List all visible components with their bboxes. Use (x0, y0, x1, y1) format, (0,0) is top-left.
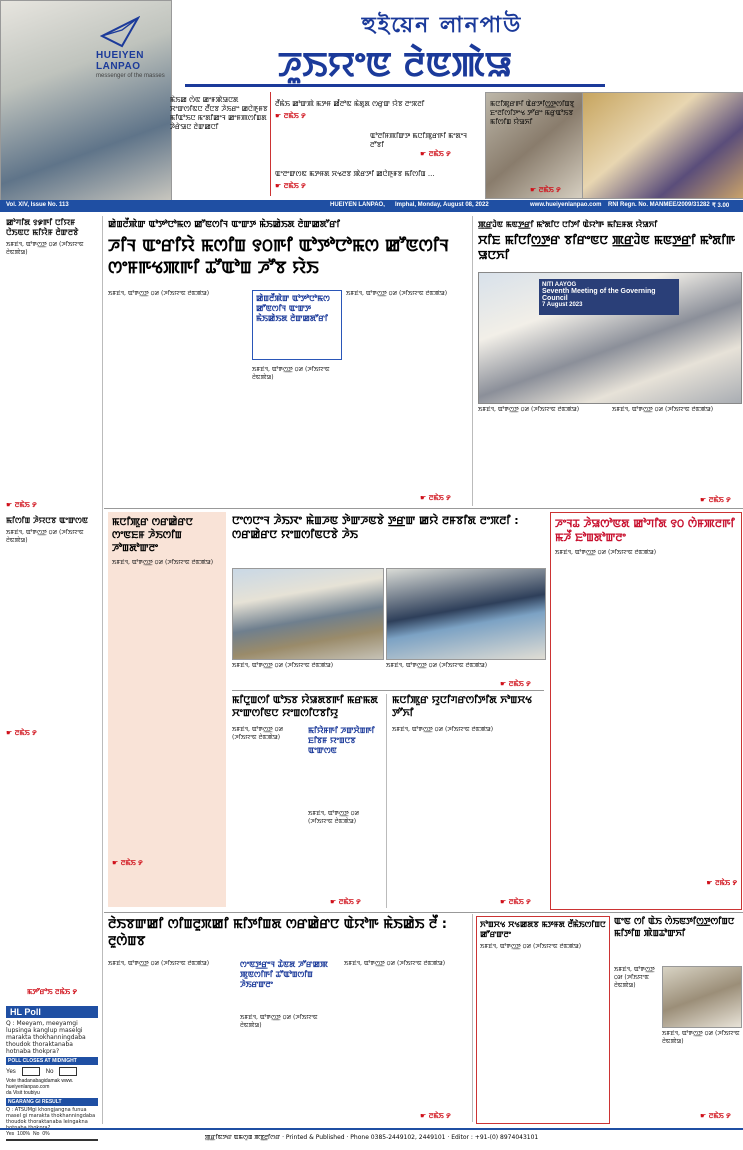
lead-headline[interactable]: ꯍꯤꯜ ꯑꯦꯔꯤꯌꯥ ꯃꯁꯤꯡ ꯱꯰ꯒꯤ ꯑꯣꯇꯣꯅꯣꯃꯁ ꯀꯧꯟꯁꯤꯜ ꯁꯦꯝꯒꯠꯄꯒꯤ ꯊꯧꯑꯣꯡ ꯍꯧꯕ ꯌꯥꯏ (108, 236, 449, 278)
right-photo-sign-3: 7 August 2023 (542, 302, 583, 308)
poll-no-box[interactable] (59, 1067, 77, 1076)
issue-paper: HUEIYEN LANPAO, (330, 202, 385, 208)
masthead-title-glyphs (185, 36, 605, 88)
result-title: NGARANG GI RESULT (6, 1098, 98, 1106)
truck-headline[interactable]: ꯅꯦꯁꯅꯦꯜ ꯍꯥꯏꯋꯦ ꯃꯥꯡꯍꯟ ꯇꯥꯛꯍꯟꯕꯥ ꯇ꯭ꯔꯛ ꯀꯌꯥ ꯂꯝꯕꯤꯗ ꯂꯦꯞꯂꯤ : ꯁꯔꯀꯥꯔꯅ ꯌꯦꯡꯁꯤꯟꯅꯕꯥ ꯍꯥꯏ (232, 514, 519, 541)
lead-page[interactable]: ☛ ꯂꯃꯥꯏ ꯸ (420, 494, 451, 502)
teaser-center-1[interactable]: ꯂꯩꯃꯥꯏ ꯀꯣꯛꯄꯥ ꯃꯇꯝ ꯀꯪꯂꯣꯟ ꯃꯥꯗꯨꯗ ꯁꯔꯨꯛ ꯌꯥꯕ ꯂꯦꯞꯂꯤ (275, 100, 425, 108)
poll-vote-line-2[interactable]: hueiyenlanpao.com (6, 1084, 50, 1090)
right-body-col-2: ꯏꯝꯐꯥꯜ, ꯑꯣꯒꯁ꯭ꯇ ꯰꯷ (ꯍꯤꯏꯌꯦꯟ ꯂꯥꯟꯄꯥꯎ) (612, 406, 714, 413)
left-col-headline-1[interactable]: ꯀꯣꯚꯤꯗ ꯱꯹ꯒꯤ ꯅꯤꯌꯝ ꯅꯥꯏꯟꯅ ꯃꯤꯌꯥꯝ ꯂꯥꯛꯂꯕꯥ (6, 218, 79, 237)
right-photo-sign-2: Seventh Meeting of the Governing Council (542, 288, 656, 302)
column-rule-3 (386, 694, 387, 908)
logo-icon (100, 16, 140, 48)
mid-left-sub[interactable]: ꯃꯤꯌꯥꯝꯒꯤ ꯍꯛꯆꯥꯡꯒꯤ ꯐꯤꯕꯝ ꯌꯦꯡꯅꯕ ꯑꯦꯛꯁꯟ (308, 726, 375, 755)
poll-title: HL Poll (6, 1006, 98, 1018)
mid-right-story (392, 694, 544, 720)
bottom-body-1: ꯏꯝꯐꯥꯜ, ꯑꯣꯒꯁ꯭ꯇ ꯰꯷ (ꯍꯤꯏꯌꯦꯟ ꯂꯥꯟꯄꯥꯎ) (108, 960, 210, 967)
result-yes-pct: 100% (17, 1131, 30, 1137)
poll-vote-line-3: da Visit toubiyu (6, 1090, 40, 1096)
teaser-center-3-page[interactable]: ☛ ꯂꯃꯥꯏ ꯸ (275, 182, 306, 190)
right-body-col-1: ꯏꯝꯐꯥꯜ, ꯑꯣꯒꯁ꯭ꯇ ꯰꯷ (ꯍꯤꯏꯌꯦꯟ ꯂꯥꯟꯄꯥꯎ) (478, 406, 580, 413)
lead-body-col-1: ꯏꯝꯐꯥꯜ, ꯑꯣꯒꯁ꯭ꯇ ꯰꯷ (ꯍꯤꯏꯌꯦꯟ ꯂꯥꯟꯄꯥꯎ) (108, 290, 210, 297)
lead-body-col-3: ꯏꯝꯐꯥꯜ, ꯑꯣꯒꯁ꯭ꯇ ꯰꯷ (ꯍꯤꯏꯌꯦꯟ ꯂꯥꯟꯄꯥꯎ) (346, 290, 448, 297)
right-photo (478, 272, 742, 404)
ad-strip-text[interactable]: ꯃꯇꯧꯔꯣꯏ ꯂꯃꯥꯏ ꯸ (27, 988, 77, 996)
teaser-center-1-page[interactable]: ☛ ꯂꯃꯥꯏ ꯸ (275, 112, 306, 120)
lead-inset-text[interactable]: ꯀꯥꯡꯂꯩꯄꯥꯛ ꯑꯣꯇꯣꯅꯣꯃꯁ ꯀꯧꯟꯁꯤꯜ ꯑꯦꯛꯇ ꯃꯥꯏꯀꯥꯏꯗ ꯂꯥꯛꯀꯗꯧꯔꯤ (256, 294, 330, 323)
bottom-inset (240, 960, 340, 1010)
mid-right-headline[interactable]: ꯃꯅꯤꯄꯨꯔ ꯌꯨꯅꯤꯚꯔꯁꯤꯇꯤꯗ ꯈꯣꯡꯆꯠ ꯇꯧꯈꯤ (392, 695, 532, 719)
mid-right-page[interactable]: ☛ ꯂꯃꯥꯏ ꯸ (500, 898, 531, 906)
red-box-body: ꯏꯝꯐꯥꯜ, ꯑꯣꯒꯁ꯭ꯇ ꯰꯷ (ꯍꯤꯏꯌꯦꯟ ꯂꯥꯟꯄꯥꯎ) (555, 549, 657, 556)
bottom-page[interactable]: ☛ ꯂꯃꯥꯏ ꯸ (420, 1112, 451, 1120)
pink-body: ꯏꯝꯐꯥꯜ, ꯑꯣꯒꯁ꯭ꯇ ꯰꯷ (ꯍꯤꯏꯌꯦꯟ ꯂꯥꯟꯄꯥꯎ) (112, 559, 214, 566)
footer-text: ꯄ꯭ꯔꯤꯟꯇꯔ ꯑꯃꯁꯨꯡ ꯄꯕ꯭ꯂꯤꯁꯔ · Printed & Published · Phone 0385-2449102, 2449101 · Editor : +91-(0) 8974043101 (204, 1134, 539, 1141)
issue-price: ₹ 3.00 (712, 203, 730, 209)
pink-headline[interactable]: ꯃꯅꯤꯄꯨꯔ ꯁꯔꯀꯥꯔꯅ ꯁꯦꯟꯐꯝ ꯍꯥꯏꯁꯤꯡ ꯍꯣꯡꯗꯣꯛꯂꯦ (112, 517, 193, 554)
issue-vol: Vol. XIV, Issue No. 113 (6, 202, 69, 208)
truck-photo-1 (232, 568, 384, 660)
teaser-center-3[interactable]: ꯑꯦꯂꯦꯛꯁꯟ ꯃꯇꯝꯗ ꯆꯠꯂꯕ ꯄꯥꯔꯇꯤ ꯀꯅꯥꯒꯨꯝꯕ ꯃꯤꯁꯤꯡ ... (275, 170, 435, 178)
mid-left-page[interactable]: ☛ ꯂꯃꯥꯏ ꯸ (330, 898, 361, 906)
column-rule-4 (472, 914, 473, 1122)
bottom-body-2: ꯏꯝꯐꯥꯜ, ꯑꯣꯒꯁ꯭ꯇ ꯰꯷ (ꯍꯤꯏꯌꯦꯟ ꯂꯥꯟꯄꯥꯎ) (240, 1014, 318, 1029)
right-photo-banner (539, 279, 679, 315)
result-no-pct: 0% (42, 1131, 50, 1137)
poll-vote-line-1: Vote thadanabagidamak www. (6, 1078, 74, 1084)
footer (0, 1128, 743, 1146)
issue-strip (0, 200, 743, 212)
bottom-sub[interactable]: ꯁꯦꯟꯇ꯭ꯔꯦꯜ ꯊꯥꯟꯗ ꯍꯧꯔꯀꯄ ꯄꯨꯟꯁꯤꯒꯤ ꯊꯧꯑꯣꯡꯁꯤꯡ ꯍꯥꯏꯔꯛꯂꯦ (240, 960, 328, 989)
left-col-body-1: ꯏꯝꯐꯥꯜ, ꯑꯣꯒꯁ꯭ꯇ ꯰꯷ (ꯍꯤꯏꯌꯦꯟ ꯂꯥꯟꯄꯥꯎ) (6, 241, 84, 256)
lead-body-col-2: ꯏꯝꯐꯥꯜ, ꯑꯣꯒꯁ꯭ꯇ ꯰꯷ (ꯍꯤꯏꯌꯦꯟ ꯂꯥꯟꯄꯥꯎ) (252, 366, 330, 381)
masthead-title-text: ꯍꯨꯏꯌꯦꯟ ꯂꯥꯟꯄꯥꯎ (277, 45, 513, 85)
issue-url[interactable]: www.hueiyenlanpao.com (530, 202, 602, 208)
pink-page[interactable]: ☛ ꯂꯃꯥꯏ ꯸ (112, 859, 143, 867)
bottom-right-headline[interactable]: ꯑꯦꯟ ꯁꯤ ꯑꯥꯏ ꯁꯥꯏꯟꯇꯤꯁ꯭ꯇꯁꯤꯡꯅ ꯃꯤꯇꯤꯡ ꯄꯥꯡꯊꯣꯛꯈꯤ (614, 917, 735, 939)
bottom-right-story (614, 916, 742, 940)
poll-yes-box[interactable] (22, 1067, 40, 1076)
poll-no-label: No (45, 1068, 54, 1075)
right-story (478, 220, 740, 263)
column-rule-1 (102, 216, 103, 1124)
truck-story (232, 514, 544, 542)
teaser-right-page[interactable]: ☛ ꯂꯃꯥꯏ ꯸ (530, 186, 561, 194)
right-photo-sign-1: NITI AAYOG (542, 282, 577, 288)
mid-left-body-2: ꯏꯝꯐꯥꯜ, ꯑꯣꯒꯁ꯭ꯇ ꯰꯷ (ꯍꯤꯏꯌꯦꯟ ꯂꯥꯟꯄꯥꯎ) (308, 810, 360, 825)
left-col-headline-2[interactable]: ꯃꯤꯁꯤꯡ ꯍꯥꯌꯅꯕ ꯑꯦꯛꯁꯟ (6, 516, 88, 525)
result-no-label: No (32, 1131, 40, 1137)
poll-question: Q : Meeyam, meeyamgi lupsinga kanglup maselgi marakta thokhanningdaba thoudok thoraktanaba hotnaba thokpra? (6, 1020, 86, 1055)
truck-body-1: ꯏꯝꯐꯥꯜ, ꯑꯣꯒꯁ꯭ꯇ ꯰꯷ (ꯍꯤꯏꯌꯦꯟ ꯂꯥꯟꯄꯥꯎ) (232, 662, 334, 669)
bottom-right-body-1: ꯏꯝꯐꯥꯜ, ꯑꯣꯒꯁ꯭ꯇ ꯰꯷ (ꯍꯤꯏꯌꯦꯟ ꯂꯥꯟꯄꯥꯎ) (614, 966, 655, 989)
teaser-center-2-page[interactable]: ☛ ꯂꯃꯥꯏ ꯸ (420, 150, 451, 158)
mid-left-story (232, 694, 382, 720)
left-column (6, 218, 98, 738)
truck-page[interactable]: ☛ ꯂꯃꯥꯏ ꯸ (500, 680, 531, 688)
lead-inset (252, 290, 342, 360)
teaser-right[interactable]: ꯃꯅꯤꯄꯨꯔꯒꯤ ꯑꯥꯔꯇꯤꯁ꯭ꯇꯁꯤꯡꯕꯨ ꯐꯦꯂꯤꯁꯤꯇꯦꯠ ꯇꯧꯔꯦ ꯃꯔꯨꯑꯣꯏꯕ ꯃꯤꯁꯤꯡ ꯌꯥꯎꯈꯤ (490, 100, 575, 126)
mid-left-body: ꯏꯝꯐꯥꯜ, ꯑꯣꯒꯁ꯭ꯇ ꯰꯷ (ꯍꯤꯏꯌꯦꯟ ꯂꯥꯟꯄꯥꯎ) (232, 726, 284, 741)
mid-right-body: ꯏꯝꯐꯥꯜ, ꯑꯣꯒꯁ꯭ꯇ ꯰꯷ (ꯍꯤꯏꯌꯦꯟ ꯂꯥꯟꯄꯥꯎ) (392, 726, 494, 733)
right-kicker[interactable]: ꯄ꯭ꯔꯙꯥꯟ ꯃꯟꯇ꯭ꯔꯤ ꯃꯣꯗꯤꯅ ꯅꯤꯇꯤ ꯑꯥꯌꯣꯒ ꯃꯤꯐꯝꯗ ꯌꯥꯎꯈꯤ (478, 220, 658, 229)
poll-closes: POLL CLOSES AT MIDNIGHT (6, 1057, 98, 1065)
bottom-headline[interactable]: ꯂꯥꯏꯕꯛꯀꯤ ꯁꯤꯡꯂꯨꯞꯀꯤ ꯃꯤꯇꯤꯡꯗ ꯁꯔꯀꯥꯔꯅ ꯑꯥꯌꯣꯒ ꯃꯥꯏꯀꯥꯏ ꯂꯩ : ꯂꯨꯁꯥꯡꯕ (108, 917, 447, 949)
red-box (550, 512, 742, 910)
masthead-photo-left (0, 0, 172, 202)
result-yes-label: Yes (6, 1131, 15, 1137)
masthead-photo-right (582, 92, 743, 199)
brand-tagline: messenger of the masses (96, 73, 165, 79)
teaser-left[interactable]: ꯃꯥꯏꯀ ꯁꯥꯟ ꯀꯦꯝꯄꯥꯎꯅꯗ ꯆꯦꯛꯁꯤꯟꯅ ꯂꯩꯅꯕ ꯍꯥꯏꯔꯦ ꯀꯅꯥꯒꯨꯝꯕ ꯃꯤꯑꯣꯏꯅ ꯃꯦꯗꯤꯀꯦꯜ ꯀꯦꯝꯄꯁꯤꯡꯗ ꯍꯥꯔꯥꯎꯅ ꯂꯥꯛꯀꯅꯤ (170, 96, 268, 131)
teaser-divider (270, 92, 271, 196)
left-col-body-2: ꯏꯝꯐꯥꯜ, ꯑꯣꯒꯁ꯭ꯇ ꯰꯷ (ꯍꯤꯏꯌꯦꯟ ꯂꯥꯟꯄꯥꯎ) (6, 529, 84, 544)
masthead-title-meetei (185, 36, 605, 88)
brand-name: HUEIYEN LANPAO (96, 50, 144, 72)
issue-rni: RNI Regn. No. MANMEE/2009/31282 (608, 202, 710, 208)
pink-box (108, 512, 226, 907)
poll-vote-note (6, 1078, 98, 1096)
row-rule-1 (104, 508, 743, 509)
lead-story (108, 220, 468, 279)
left-col-page-1[interactable]: ☛ ꯂꯃꯥꯏ ꯸ (6, 501, 37, 509)
second-bottom-body: ꯏꯝꯐꯥꯜ, ꯑꯣꯒꯁ꯭ꯇ ꯰꯷ (ꯍꯤꯏꯌꯦꯟ ꯂꯥꯟꯄꯥꯎ) (480, 943, 582, 950)
bottom-right-page[interactable]: ☛ ꯂꯃꯥꯏ ꯸ (700, 1112, 731, 1120)
bottom-body-3: ꯏꯝꯐꯥꯜ, ꯑꯣꯒꯁ꯭ꯇ ꯰꯷ (ꯍꯤꯏꯌꯦꯟ ꯂꯥꯟꯄꯥꯎ) (344, 960, 446, 967)
truck-body-2: ꯏꯝꯐꯥꯜ, ꯑꯣꯒꯁ꯭ꯇ ꯰꯷ (ꯍꯤꯏꯌꯦꯟ ꯂꯥꯟꯄꯥꯎ) (386, 662, 488, 669)
lead-kicker[interactable]: ꯀꯥꯡꯂꯩꯄꯥꯛ ꯑꯣꯇꯣꯅꯣꯃꯁ ꯀꯧꯟꯁꯤꯜ ꯑꯦꯛꯇ ꯃꯥꯏꯀꯥꯏꯗ ꯂꯥꯛꯀꯗꯧꯔꯤ (108, 220, 340, 230)
mid-left-inset (308, 726, 382, 806)
right-headline[interactable]: ꯆꯤꯐ ꯃꯤꯅꯤꯁ꯭ꯇꯔ ꯕꯤꯔꯦꯟꯅ ꯄ꯭ꯔꯙꯥꯟ ꯃꯟꯇ꯭ꯔꯤ ꯃꯣꯗꯤꯒ ꯎꯅꯈꯤ (478, 233, 736, 262)
bottom-right-body-2: ꯏꯝꯐꯥꯜ, ꯑꯣꯒꯁ꯭ꯇ ꯰꯷ (ꯍꯤꯏꯌꯦꯟ ꯂꯥꯟꯄꯥꯎ) (662, 1030, 740, 1045)
truck-photo-2 (386, 568, 546, 660)
red-box-page[interactable]: ☛ ꯂꯃꯥꯏ ꯸ (706, 879, 737, 887)
row-rule-3 (104, 912, 743, 913)
red-box-headline[interactable]: ꯍꯦꯜꯊ ꯍꯥꯎꯁꯣꯟꯗ ꯀꯣꯚꯤꯗ ꯱꯰ ꯁꯥꯝꯄꯂꯒꯤ ꯃꯍꯩ ꯐꯣꯡꯗꯣꯛꯂꯦ (555, 517, 735, 544)
second-bottom-box (476, 916, 610, 1124)
masthead-title-bengali: হুইয়েন লানপাউ (361, 13, 523, 38)
row-rule-2 (232, 690, 544, 691)
bottom-story (108, 916, 468, 950)
poll-yes-label: Yes (6, 1068, 16, 1075)
result-question: Q : ATSUMgi khongjangna funua masel gi marakta thokhanningdaba thoudok thoraktanaba leingakna hotnaba thokpra? (6, 1107, 96, 1131)
poll-options (6, 1067, 98, 1076)
column-rule-2 (472, 216, 473, 506)
issue-date: Imphal, Monday, August 08, 2022 (395, 202, 489, 208)
second-bottom-headline[interactable]: ꯈꯣꯡꯆꯠ ꯆꯠꯀꯗꯕ ꯃꯇꯝꯗ ꯂꯩꯃꯥꯏꯁꯤꯡꯅ ꯀꯧꯔꯛꯂꯦ (480, 920, 606, 939)
right-page[interactable]: ☛ ꯂꯃꯥꯏ ꯸ (700, 496, 731, 504)
teaser-center-2[interactable]: ꯑꯣꯂꯤꯝꯄꯤꯛꯇ ꯃꯅꯤꯄꯨꯔꯒꯤ ꯃꯦꯗꯦꯜ ꯂꯧꯕꯤ (370, 132, 467, 149)
ad-strip (6, 988, 98, 1004)
poll-box (6, 1006, 98, 1141)
left-col-page-2[interactable]: ☛ ꯂꯃꯥꯏ ꯸ (6, 729, 37, 737)
bottom-right-photo (662, 966, 742, 1028)
mid-left-headline[interactable]: ꯃꯤꯅꯨꯡꯁꯤ ꯑꯣꯏꯕ ꯌꯥꯎꯗꯕꯒꯤ ꯃꯔꯃꯗ ꯆꯦꯛꯁꯤꯟꯅ ꯌꯦꯡꯁꯤꯅꯕꯤꯌꯨ (232, 695, 378, 719)
